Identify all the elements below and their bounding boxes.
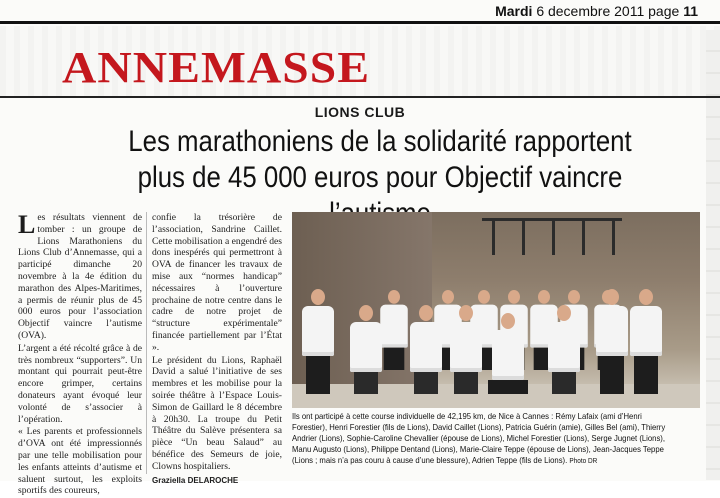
runner-figure	[548, 305, 580, 394]
page-number: 11	[683, 3, 698, 19]
runner-figure	[350, 305, 382, 394]
author-byline: Graziella DELAROCHE	[152, 475, 239, 485]
runner-figure	[596, 289, 628, 394]
runner-figure	[380, 290, 408, 370]
article-column-1	[18, 212, 142, 498]
article-column-2	[152, 212, 282, 486]
photo-credit: Photo DR	[569, 458, 598, 465]
headline-line-1: Les marathoniens de la solidarité rapportent	[128, 125, 632, 158]
paragraph: « Les parents et professionnels d’OVA ont été impressionnés par une telle mobilisation pour les enfants atteints d’autisme et saluent surtout, les exploits sportifs des coureurs,	[18, 426, 142, 497]
caption-text: Ils ont participé à cette course individuelle de 42,195 km, de Nice à Cannes : Rémy Lafaix (ami d’Henri Forestier), Henri Forestier (fils de Lions), David Caillet (Lions), Patricia Guérin (amie), Gilles Bel (ami), Thierry Andrier (Lions), Sophie-Caroline Chevallier (épouse de Lions), Michel Forestier (Lions), Serge Jugnet (Lions), Manu Augusto (Lions), Philippe Dentand (Lions), Marie-Claire Teppe (épouse de Lions), Jean-Jacques Teppe (Lions ; mais n’a pas couru à cause d’une blessure), Adrien Teppe (fils de Lions).	[292, 411, 666, 465]
photo-stair-railing	[482, 218, 622, 252]
issue-date	[495, 3, 698, 19]
runner-figure	[410, 305, 442, 394]
page-label: page	[648, 3, 680, 19]
column-divider	[146, 212, 147, 474]
group-photo	[292, 212, 700, 408]
runner-figure	[302, 289, 334, 394]
runner-figure	[488, 313, 528, 394]
issue-date-text: 6 decembre 2011	[536, 3, 645, 19]
issue-day: Mardi	[495, 3, 533, 19]
page-header	[0, 0, 720, 24]
runner-figure	[450, 305, 482, 394]
section-title: ANNEMASSE	[62, 43, 371, 92]
paragraph: confie la trésorière de l’association, Sandrine Caillet. Cette mobilisation a engendré des dons inespérés qui permettront à OVA de financer les travaux de mise aux “normes handicap” nécessaires à l’ouverture prochaine de notre centre dans le cadre de notre projet de “structure expérimentale” financée partiellement par l’État ».	[152, 212, 283, 353]
section-rule	[0, 96, 720, 98]
headline-line-2: plus de 45 000 euros pour Objectif vaincre	[137, 161, 623, 194]
photo-caption	[292, 411, 671, 467]
paragraph	[18, 212, 142, 342]
paragraph: Le président du Lions, Raphaël David a salué l’initiative de ses membres et les mobilise pour la soirée théâtre à l’Espace Louis-Simon de Gaillard le 8 décembre à 20h30. La troupe du Petit Théâtre du Salève présentera sa pièce “Un beau Salaud” au bénéfice des Semeurs de joie, Clowns hospitaliers.	[152, 354, 282, 472]
article-kicker: LIONS CLUB	[314, 104, 406, 120]
paragraph: L’argent a été récolté grâce à de très nombreux “supporters”. Un montant qui pourrait peut-être encore grimper, certains donateurs ayant évoqué leur volonté de s’associer à l’opération.	[18, 342, 142, 425]
dropcap: L	[18, 210, 36, 239]
paragraph-text: es résultats viennent de tomber : un groupe de Lions Marathoniens du Lions Club d’Annemasse, qui a participé dimanche 20 novembre à la 4e édition du marathon des Alpes-Maritimes, a permis de réunir plus de 45 000 euros pour l’association Objectif vaincre l’autisme (OVA).	[18, 212, 142, 341]
runner-figure	[630, 289, 662, 394]
